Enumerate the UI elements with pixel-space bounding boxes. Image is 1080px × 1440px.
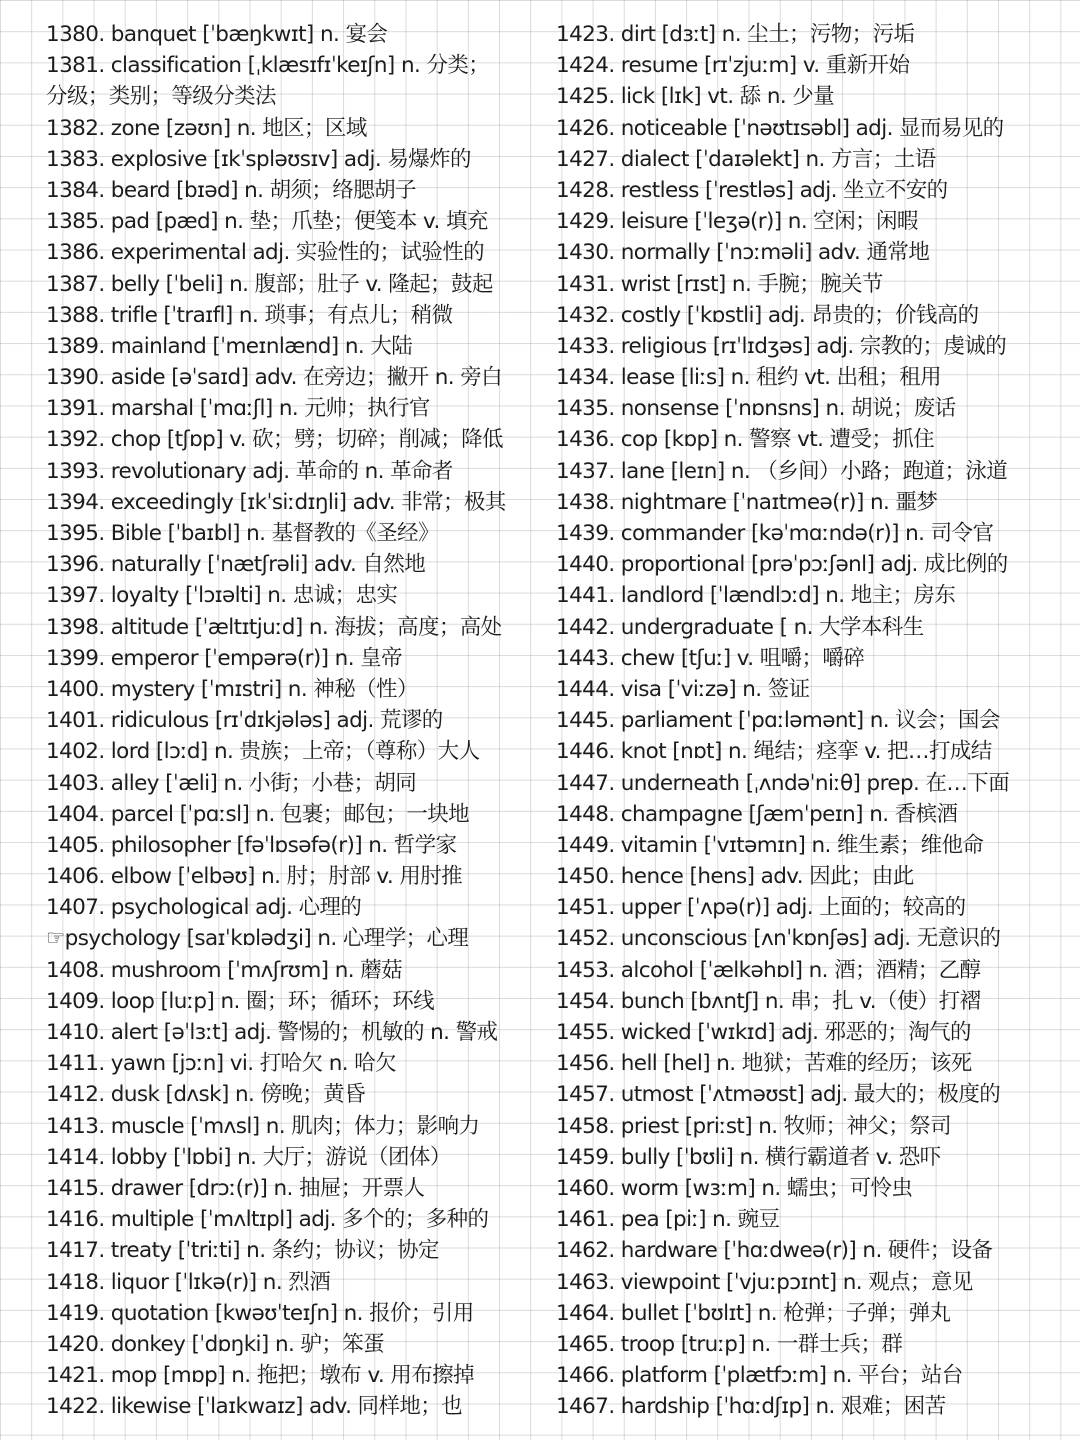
vocab-line: 1418. liquor [ˈlɪkə(r)] n. 烈酒 (46, 1269, 331, 1295)
vocab-line: 1436. cop [kɒp] n. 警察 vt. 遭受；抓住 (556, 427, 935, 453)
vocab-line: 1396. naturally [ˈnætʃrəli] adv. 自然地 (46, 552, 426, 578)
vocab-line: 1451. upper [ˈʌpə(r)] adj. 上面的；较高的 (556, 895, 966, 921)
vocab-line: 1437. lane [leɪn] n. （乡间）小路；跑道；泳道 (556, 458, 1008, 484)
vocab-line: 1446. knot [nɒt] n. 绳结；痉挛 v. 把…打成结 (556, 739, 992, 765)
vocab-line: 1445. parliament [ˈpɑːləmənt] n. 议会；国会 (556, 708, 1000, 734)
vocab-line: 1434. lease [liːs] n. 租约 vt. 出租；租用 (556, 365, 942, 391)
vocab-line: 1433. religious [rɪˈlɪdʒəs] adj. 宗教的；虔诚的 (556, 333, 1007, 359)
vocab-line: 1400. mystery [ˈmɪstri] n. 神秘（性） (46, 676, 418, 702)
vocab-line: 1448. champagne [ʃæmˈpeɪn] n. 香槟酒 (556, 801, 958, 827)
vocab-line: 1432. costly [ˈkɒstli] adj. 昂贵的；价钱高的 (556, 302, 979, 328)
vocab-line: 1462. hardware [ˈhɑːdweə(r)] n. 硬件；设备 (556, 1238, 993, 1264)
vocab-line: 1408. mushroom [ˈmʌʃrʊm] n. 蘑菇 (46, 957, 403, 983)
vocab-line: 1401. ridiculous [rɪˈdɪkjələs] adj. 荒谬的 (46, 708, 443, 734)
vocab-line: 1457. utmost [ˈʌtməʊst] adj. 最大的；极度的 (556, 1082, 1001, 1108)
vocab-line: 1405. philosopher [fəˈlɒsəfə(r)] n. 哲学家 (46, 832, 457, 858)
vocab-line: 1438. nightmare [ˈnaɪtmeə(r)] n. 噩梦 (556, 489, 938, 515)
vocab-line: 1422. likewise [ˈlaɪkwaɪz] adv. 同样地；也 (46, 1394, 463, 1420)
vocab-line: 1435. nonsense [ˈnɒnsns] n. 胡说；废话 (556, 396, 956, 422)
vocab-line: 1394. exceedingly [ɪkˈsiːdɪŋli] adv. 非常；极其 (46, 489, 506, 515)
vocab-line: 1386. experimental adj. 实验性的；试验性的 (46, 240, 485, 266)
vocab-line: 1399. emperor [ˈempərə(r)] n. 皇帝 (46, 645, 402, 671)
left-column (46, 19, 551, 1422)
vocab-line: 1402. lord [lɔːd] n. 贵族；上帝；（尊称）大人 (46, 739, 480, 765)
vocab-line: 1387. belly [ˈbeli] n. 腹部；肚子 v. 隆起；鼓起 (46, 271, 493, 297)
vocab-line: 1425. lick [lɪk] vt. 舔 n. 少量 (556, 84, 835, 110)
vocab-line: 1413. muscle [ˈmʌsl] n. 肌肉；体力；影响力 (46, 1113, 480, 1139)
vocab-line: 1465. troop [truːp] n. 一群士兵；群 (556, 1331, 903, 1357)
vocab-line: 1439. commander [kəˈmɑːndə(r)] n. 司令官 (556, 521, 994, 546)
vocab-line: 1389. mainland [ˈmeɪnlænd] n. 大陆 (46, 333, 413, 359)
vocab-line: 1424. resume [rɪˈzjuːm] v. 重新开始 (556, 53, 910, 79)
vocab-line: 1428. restless [ˈrestləs] adj. 坐立不安的 (556, 177, 948, 203)
vocab-line: 1415. drawer [drɔː(r)] n. 抽屉；开票人 (46, 1175, 425, 1201)
vocab-line: 1461. pea [piː] n. 豌豆 (556, 1207, 780, 1233)
vocab-line: 1454. bunch [bʌntʃ] n. 串；扎 v.（使）打褶 (556, 988, 981, 1014)
vocab-line: 1381. classification [ˌklæsɪfɪˈkeɪʃn] n. 分类； (46, 53, 490, 79)
vocab-line: 1390. aside [əˈsaɪd] adv. 在旁边；撇开 n. 旁白 (46, 365, 503, 391)
vocab-line: 1464. bullet [ˈbʊlɪt] n. 枪弹；子弹；弹丸 (556, 1300, 951, 1326)
vocab-line: 1441. landlord [ˈlændlɔːd] n. 地主；房东 (556, 583, 956, 609)
vocab-line: 1427. dialect [ˈdaɪəlekt] n. 方言；土语 (556, 146, 936, 172)
vocab-line: 1421. mop [mɒp] n. 拖把；墩布 v. 用布擦掉 (46, 1363, 474, 1389)
vocab-line: 1391. marshal [ˈmɑːʃl] n. 元帅；执行官 (46, 396, 430, 422)
vocab-line: 1393. revolutionary adj. 革命的 n. 革命者 (46, 458, 453, 484)
vocab-line: 1412. dusk [dʌsk] n. 傍晚；黄昏 (46, 1082, 365, 1108)
vocab-line: 1431. wrist [rɪst] n. 手腕；腕关节 (556, 271, 883, 297)
vocab-line: 1388. trifle [ˈtraɪfl] n. 琐事；有点儿；稍微 (46, 302, 453, 328)
vocab-line: 1447. underneath [ˌʌndəˈniːθ] prep. 在…下面 (556, 770, 1010, 796)
vocab-line: 1423. dirt [dɜːt] n. 尘土；污物；污垢 (556, 22, 915, 47)
vocab-line: 1416. multiple [ˈmʌltɪpl] adj. 多个的；多种的 (46, 1207, 489, 1233)
vocab-line: 1404. parcel [ˈpɑːsl] n. 包裹；邮包；一块地 (46, 801, 470, 827)
vocab-line: 1466. platform [ˈplætfɔːm] n. 平台；站台 (556, 1363, 963, 1389)
vocab-line: 1463. viewpoint [ˈvjuːpɔɪnt] n. 观点；意见 (556, 1269, 973, 1295)
vocab-line: 1440. proportional [prəˈpɔːʃənl] adj. 成比例的 (556, 552, 1008, 578)
vocab-line: 1420. donkey [ˈdɒŋki] n. 驴；笨蛋 (46, 1331, 385, 1357)
right-column (556, 19, 1076, 1422)
vocab-line: 1460. worm [wɜːm] n. 蠕虫；可怜虫 (556, 1175, 913, 1201)
vocab-line: 1459. bully [ˈbʊli] n. 横行霸道者 v. 恐吓 (556, 1144, 941, 1170)
vocab-line: 1395. Bible [ˈbaɪbl] n. 基督教的《圣经》 (46, 521, 439, 546)
vocab-line: 分级；类别；等级分类法 (46, 84, 276, 110)
vocab-line: 1382. zone [zəʊn] n. 地区；区域 (46, 115, 367, 141)
vocab-line: 1430. normally [ˈnɔːməli] adv. 通常地 (556, 240, 930, 266)
vocab-line: 1458. priest [priːst] n. 牧师；神父；祭司 (556, 1113, 951, 1139)
vocab-line: 1414. lobby [ˈlɒbi] n. 大厅；游说（团体） (46, 1144, 451, 1170)
vocab-line: 1398. altitude [ˈæltɪtjuːd] n. 海拔；高度；高处 (46, 614, 502, 640)
vocab-line: 1411. yawn [jɔːn] vi. 打哈欠 n. 哈欠 (46, 1051, 396, 1077)
vocab-line: 1429. leisure [ˈleʒə(r)] n. 空闲；闲暇 (556, 209, 918, 235)
vocab-line: 1467. hardship [ˈhɑːdʃɪp] n. 艰难；困苦 (556, 1394, 946, 1420)
vocab-line: 1406. elbow [ˈelbəʊ] n. 肘；肘部 v. 用肘推 (46, 864, 463, 890)
vocab-line: 1456. hell [hel] n. 地狱；苦难的经历；该死 (556, 1051, 972, 1077)
vocab-line: 1442. undergraduate [ n. 大学本科生 (556, 614, 924, 640)
vocab-line: 1403. alley [ˈæli] n. 小街；小巷；胡同 (46, 770, 417, 796)
vocab-line: 1385. pad [pæd] n. 垫；爪垫；便笺本 v. 填充 (46, 209, 488, 235)
vocab-line: 1419. quotation [kwəʊˈteɪʃn] n. 报价；引用 (46, 1300, 474, 1326)
vocab-line: 1453. alcohol [ˈælkəhɒl] n. 酒；酒精；乙醇 (556, 957, 981, 983)
vocab-line: 1383. explosive [ɪkˈspləʊsɪv] adj. 易爆炸的 (46, 146, 471, 172)
vocab-line: 1410. alert [əˈlɜːt] adj. 警惕的；机敏的 n. 警戒 (46, 1020, 498, 1045)
vocabulary-page (0, 19, 1080, 1440)
vocab-line: 1452. unconscious [ʌnˈkɒnʃəs] adj. 无意识的 (556, 926, 1001, 952)
vocab-line: 1449. vitamin [ˈvɪtəmɪn] n. 维生素；维他命 (556, 832, 984, 858)
vocab-line: 1443. chew [tʃuː] v. 咀嚼；嚼碎 (556, 645, 865, 671)
vocab-line: 1450. hence [hens] adv. 因此；由此 (556, 864, 914, 890)
vocab-line: 1409. loop [luːp] n. 圈；环；循环；环线 (46, 988, 435, 1014)
vocab-line: ☞psychology [saɪˈkɒlədʒi] n. 心理学；心理 (46, 926, 469, 952)
vocab-line: 1384. beard [bɪəd] n. 胡须；络腮胡子 (46, 177, 416, 203)
vocab-line: 1392. chop [tʃɒp] v. 砍；劈；切碎；削减；降低 (46, 427, 503, 453)
vocab-line: 1444. visa [ˈviːzə] n. 签证 (556, 676, 810, 702)
vocab-line: 1407. psychological adj. 心理的 (46, 895, 362, 921)
vocab-line: 1380. banquet [ˈbæŋkwɪt] n. 宴会 (46, 22, 388, 47)
vocab-line: 1397. loyalty [ˈlɔɪəlti] n. 忠诚；忠实 (46, 583, 398, 609)
vocab-line: 1417. treaty [ˈtriːti] n. 条约；协议；协定 (46, 1238, 439, 1264)
vocab-line: 1426. noticeable [ˈnəʊtɪsəbl] adj. 显而易见的 (556, 115, 1004, 141)
vocab-line: 1455. wicked [ˈwɪkɪd] adj. 邪恶的；淘气的 (556, 1020, 971, 1045)
